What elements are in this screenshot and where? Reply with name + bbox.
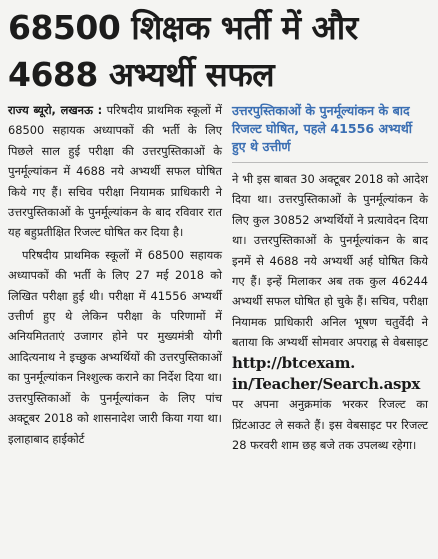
paragraph-3 — [232, 169, 428, 456]
website-url-part-1: http://btcexam. — [232, 353, 356, 372]
right-column — [232, 100, 428, 458]
dateline: राज्य ब्यूरो, लखनऊ : — [8, 103, 103, 117]
headline-line-2: 4688 अभ्यर्थी सफल — [8, 55, 275, 94]
paragraph-4-text: पर अपना अनुक्रमांक भरकर रिजल्ट का प्रिंटआउट ले सकते हैं। इस वेबसाइट पर रिजल्ट 28 फरवरी शाम छह बजे तक उपलब्ध रहेगा। — [232, 397, 428, 453]
article-columns — [8, 100, 430, 458]
left-column — [8, 100, 222, 458]
paragraph-1 — [8, 100, 222, 243]
paragraph-3-text: ने भी इस बाबत 30 अक्टूबर 2018 को आदेश दिया था। उत्तरपुस्तिकाओं के पुनर्मूल्यांकन के लिए कुल 30852 अभ्यर्थियों ने प्रत्यावेदन दिया था। उत्तरपुस्तिकाओं के पुनर्मूल्यांकन के बाद इनमें से 4688 नये अभ्यर्थी अर्ह घोषित किये गए हैं। इन्हें मिलाकर अब तक कुल 46244 अभ्यर्थी सफल घोषित हो चुके हैं। सचिव, परीक्षा नियामक प्राधिकारी अनिल भूषण चतुर्वेदी ने बताया कि अभ्यर्थी सोमवार अपराह्न से वेबसाइट — [232, 172, 428, 350]
headline-line-1: 68500 शिक्षक भर्ती में और — [8, 8, 358, 47]
paragraph-1-text: परिषदीय प्राथमिक स्कूलों में 68500 सहायक अध्यापकों की भर्ती के लिए पिछले साल हुई परीक्षा की उत्तरपुस्तिकाओं के पुनर्मूल्यांकन में 4688 नये अभ्यर्थी सफल घोषित किये गए हैं। सचिव परीक्षा नियामक प्राधिकारी ने उत्तरपुस्तिकाओं के पुनर्मूल्यांकन के बाद रविवार रात यह बहुप्रतीक्षित रिजल्ट घोषित कर दिया है। — [8, 103, 222, 240]
website-url-part-2: in/Teacher/Search.aspx — [232, 375, 421, 394]
headline — [8, 4, 430, 98]
subheadline: उत्तरपुस्तिकाओं के पुनर्मूल्यांकन के बाद रिजल्ट घोषित, पहले 41556 अभ्यर्थी हुए थे उत्तीर्ण — [232, 100, 428, 163]
paragraph-2: परिषदीय प्राथमिक स्कूलों में 68500 सहायक अध्यापकों की भर्ती के लिए 27 मई 2018 को लिखित परीक्षा हुई थी। परीक्षा में 41556 अभ्यर्थी उत्तीर्ण हुए थे लेकिन परीक्षा के परिणामों में अनियमितताएं उजागर होने पर मुख्यमंत्री योगी आदित्यनाथ ने इच्छुक अभ्यर्थियों की उत्तरपुस्तिकाओं का पुनर्मूल्यांकन निश्शुल्क कराने का निर्देश दिया था। उत्तरपुस्तिकाओं के पुनर्मूल्यांकन के लिए पांच अक्टूबर 2018 को शासनादेश जारी किया गया था। इलाहाबाद हाईकोर्ट — [8, 247, 222, 446]
